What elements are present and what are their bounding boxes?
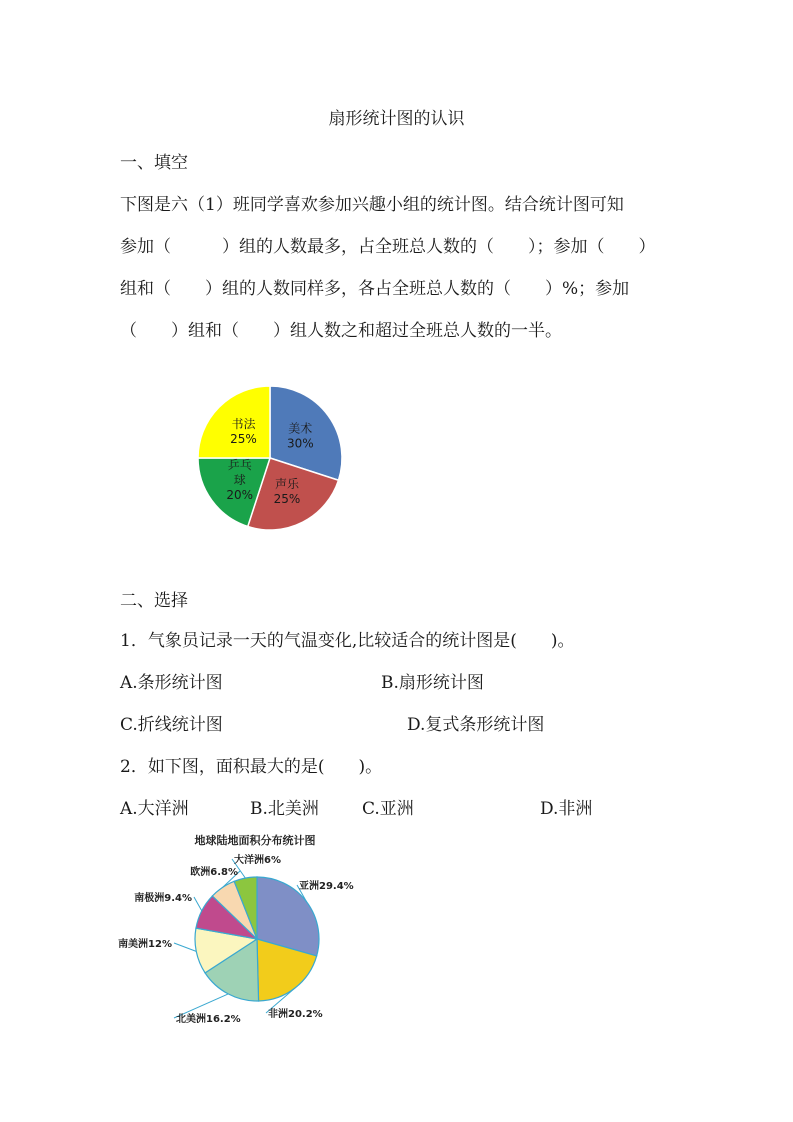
question-1-option-a: A.条形统计图 [120,673,223,693]
section1-line-1: 下图是六（1）班同学喜欢参加兴趣小组的统计图。结合统计图可知 [120,195,624,215]
question-2-option-b: B.北美洲 [250,799,319,819]
section1-heading: 一、填空 [120,153,188,173]
question-1-option-d: D.复式条形统计图 [407,715,545,735]
question-1-stem: 1．气象员记录一天的气温变化,比较适合的统计图是( )。 [120,631,575,651]
question-2-option-d: D.非洲 [540,799,593,819]
pie-slice-percent-label: 30% [286,436,314,451]
pie-slice-label-北美洲: 北美洲16.2% [176,1014,241,1025]
pie-slice-percent-label: 20% [226,488,254,502]
pie-slice-label-亚洲: 亚洲29.4% [299,881,354,892]
pie-slice-name-label: 美术 [288,421,313,436]
pie-slice-percent-label: 25% [230,432,257,446]
question-1-option-b: B.扇形统计图 [381,673,484,693]
question-2-stem: 2．如下图，面积最大的是( )。 [120,757,383,777]
section2-heading: 二、选择 [120,591,188,611]
page-title: 扇形统计图的认识 [328,109,465,129]
interest-group-pie-chart [190,378,350,538]
pie-slice-label-南极洲: 南极洲9.4% [134,893,192,904]
pie-slice-label-非洲: 非洲20.2% [268,1009,323,1020]
pie-slice-name-label: 球 [233,473,246,487]
question-2-option-a: A.大洋洲 [120,799,189,819]
pie-slice-name-label: 声乐 [274,476,300,491]
question-2-option-c: C.亚洲 [362,799,414,819]
pie-slice-label-欧洲: 欧洲6.8% [190,867,238,878]
land-area-pie-chart [110,826,370,1028]
leader-line [194,897,202,911]
pie-slice-label-南美洲: 南美洲12% [118,939,172,950]
section1-line-4: （ ）组和（ ）组人数之和超过全班总人数的一半。 [120,321,562,341]
pie-slice-name-label: 乒乓 [227,458,252,472]
chart-title: 地球陆地面积分布统计图 [194,834,316,847]
section1-line-2: 参加（ ）组的人数最多，占全班总人数的（ ）；参加（ ） [120,237,656,257]
section1-line-3: 组和（ ）组的人数同样多，各占全班总人数的（ ）%；参加 [120,279,630,299]
pie-slice-percent-label: 25% [273,491,301,506]
question-1-option-c: C.折线统计图 [120,715,223,735]
pie-slice-label-大洋洲: 大洋洲6% [234,855,281,866]
pie-slice-name-label: 书法 [231,417,256,431]
leader-line [174,943,196,951]
